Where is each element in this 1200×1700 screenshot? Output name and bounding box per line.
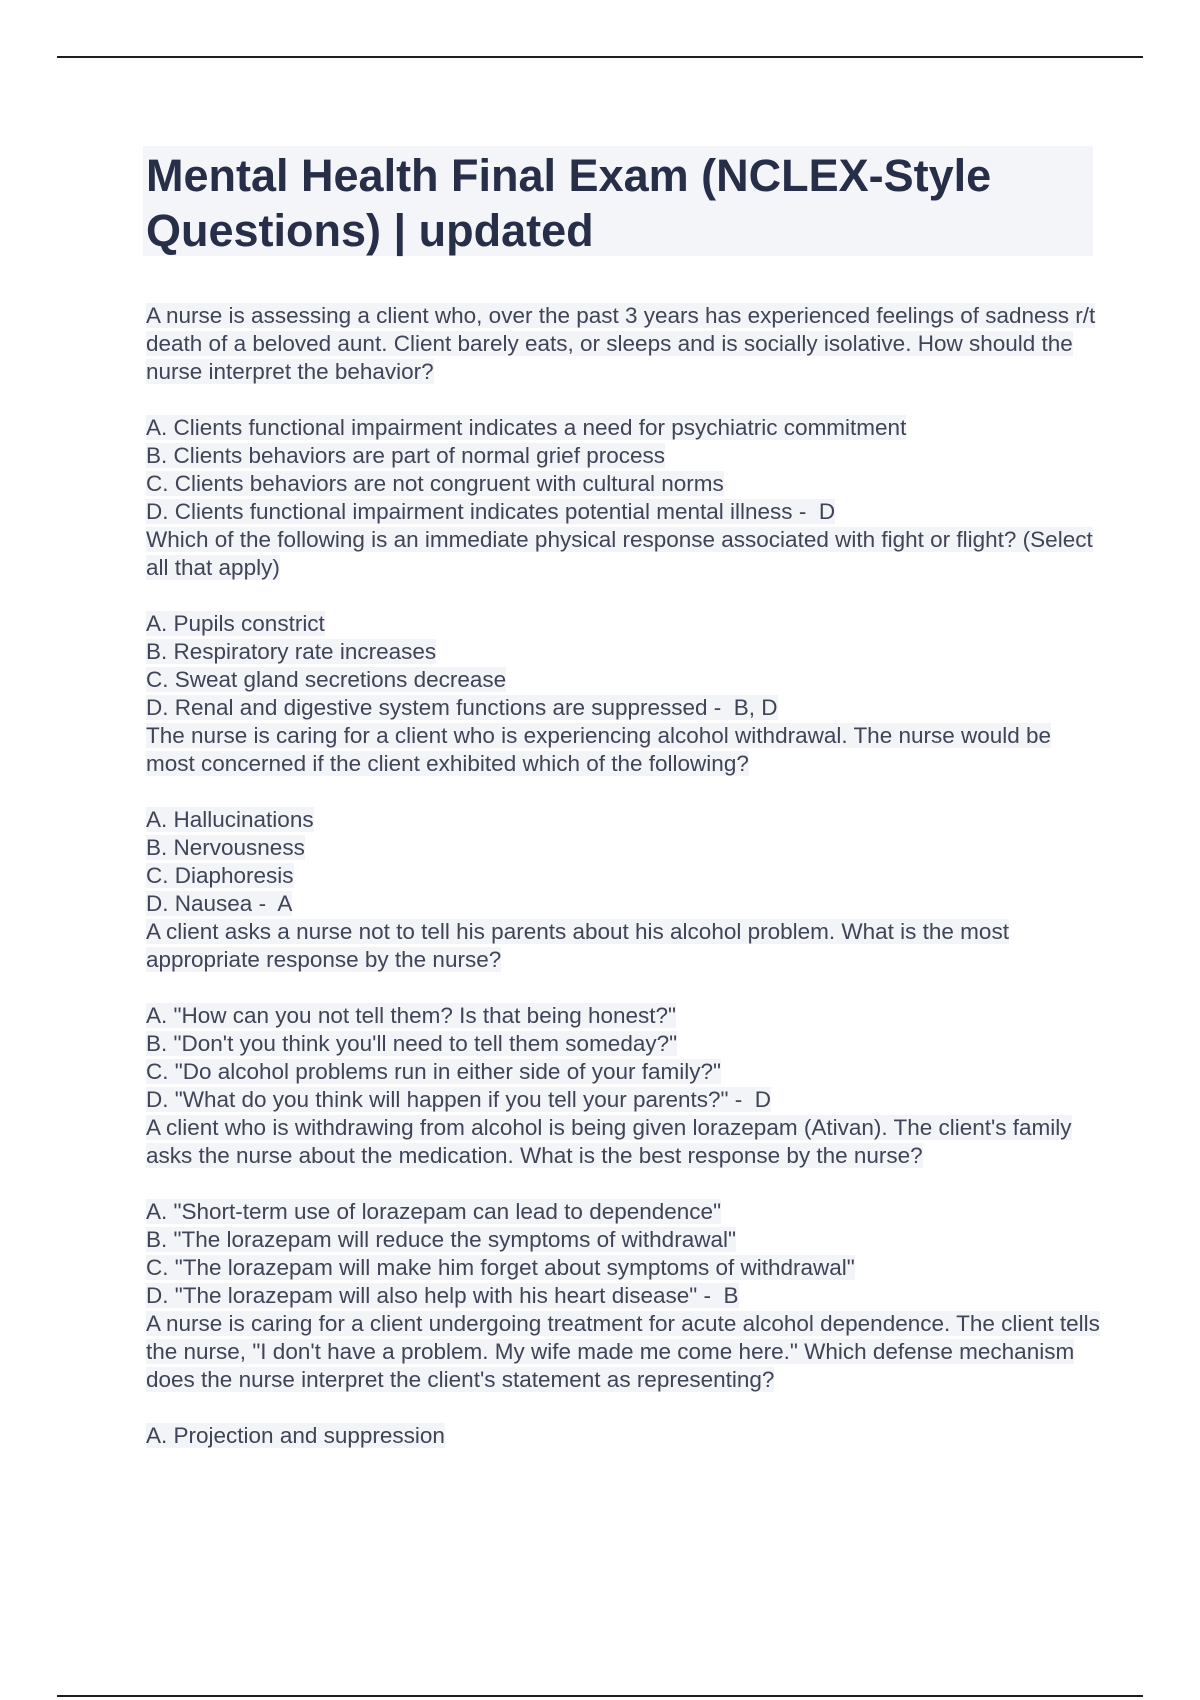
answer-separator: - xyxy=(707,695,734,720)
question-text-content: The nurse is caring for a client who is experiencing alcohol withdrawal. The nurse would be most concerned if the client exhibited which of the following? xyxy=(146,723,1052,776)
question-text-content: A nurse is caring for a client undergoing treatment for acute alcohol dependence. The client tells the nurse, "I don't have a problem. My wife made me come here." Which defense mechanism does the nurse interpret the client's statement as representing? xyxy=(146,1311,1100,1392)
option-item xyxy=(146,862,1101,890)
option-text: A. Clients functional impairment indicates a need for psychiatric commitment xyxy=(146,415,907,440)
question-text xyxy=(146,918,1101,974)
question-block xyxy=(146,918,1101,1114)
options-list xyxy=(146,1422,1101,1450)
option-text: A. Pupils constrict xyxy=(146,611,325,636)
option-item xyxy=(146,666,1101,694)
question-block xyxy=(146,526,1101,722)
question-text xyxy=(146,722,1101,778)
option-item xyxy=(146,890,1101,918)
answer-separator: - xyxy=(252,891,278,916)
option-item xyxy=(146,638,1101,666)
question-text-content: Which of the following is an immediate physical response associated with fight or flight? (Select all that apply) xyxy=(146,527,1093,580)
option-item xyxy=(146,1030,1101,1058)
option-item xyxy=(146,1282,1101,1310)
question-text-content: A client asks a nurse not to tell his parents about his alcohol problem. What is the most appropriate response by the nurse? xyxy=(146,919,1009,972)
option-item xyxy=(146,1226,1101,1254)
question-text xyxy=(146,526,1101,582)
option-item xyxy=(146,1254,1101,1282)
option-text: C. Clients behaviors are not congruent with cultural norms xyxy=(146,471,724,496)
question-list xyxy=(146,302,1101,1450)
option-text: B. Nervousness xyxy=(146,835,305,860)
option-item xyxy=(146,806,1101,834)
question-block xyxy=(146,1310,1101,1450)
option-text: A. Projection and suppression xyxy=(146,1423,445,1448)
option-text: A. "Short-term use of lorazepam can lead to dependence" xyxy=(146,1199,722,1224)
question-text xyxy=(146,1310,1101,1394)
option-item xyxy=(146,1198,1101,1226)
option-item xyxy=(146,694,1101,722)
question-text-content: A client who is withdrawing from alcohol is being given lorazepam (Ativan). The client's family asks the nurse about the medication. What is the best response by the nurse? xyxy=(146,1115,1072,1168)
option-text: C. Sweat gland secretions decrease xyxy=(146,667,507,692)
question-text xyxy=(146,302,1101,386)
question-block xyxy=(146,302,1101,526)
option-text: D. "The lorazepam will also help with his heart disease" xyxy=(146,1283,698,1308)
option-item xyxy=(146,1086,1101,1114)
answer-key: D xyxy=(818,499,836,524)
option-item xyxy=(146,442,1101,470)
answer-key: B xyxy=(723,1283,739,1308)
answer-separator: - xyxy=(792,499,819,524)
question-block xyxy=(146,722,1101,918)
top-rule xyxy=(57,56,1143,58)
bottom-rule xyxy=(57,1695,1143,1697)
answer-separator: - xyxy=(697,1283,724,1308)
option-item xyxy=(146,470,1101,498)
question-block xyxy=(146,1114,1101,1310)
option-item xyxy=(146,1058,1101,1086)
options-list xyxy=(146,1198,1101,1310)
option-item xyxy=(146,414,1101,442)
question-text xyxy=(146,1114,1101,1170)
option-text: C. Diaphoresis xyxy=(146,863,294,888)
option-text: B. Clients behaviors are part of normal grief process xyxy=(146,443,665,468)
option-item xyxy=(146,498,1101,526)
option-text: C. "Do alcohol problems run in either side of your family?" xyxy=(146,1059,721,1084)
option-item xyxy=(146,1422,1101,1450)
option-text: B. "The lorazepam will reduce the symptoms of withdrawal" xyxy=(146,1227,736,1252)
question-text-content: A nurse is assessing a client who, over the past 3 years has experienced feelings of sadness r/t death of a beloved aunt. Client barely eats, or sleeps and is socially isolative. How should the nurse interpret the behavior? xyxy=(146,303,1096,384)
option-text: C. "The lorazepam will make him forget about symptoms of withdrawal" xyxy=(146,1255,855,1280)
answer-key: D xyxy=(754,1087,772,1112)
option-text: D. Renal and digestive system functions are suppressed xyxy=(146,695,708,720)
options-list xyxy=(146,610,1101,722)
option-text: A. Hallucinations xyxy=(146,807,314,832)
answer-key: A xyxy=(277,891,293,916)
option-item xyxy=(146,834,1101,862)
option-text: D. Clients functional impairment indicates potential mental illness xyxy=(146,499,793,524)
options-list xyxy=(146,1002,1101,1114)
options-list xyxy=(146,806,1101,918)
answer-key: B, D xyxy=(733,695,778,720)
option-text: A. "How can you not tell them? Is that being honest?" xyxy=(146,1003,677,1028)
document-title: Mental Health Final Exam (NCLEX-Style Questions) | updated xyxy=(146,150,992,256)
option-text: B. Respiratory rate increases xyxy=(146,639,437,664)
option-item xyxy=(146,610,1101,638)
options-list xyxy=(146,414,1101,526)
answer-separator: - xyxy=(728,1087,755,1112)
option-item xyxy=(146,1002,1101,1030)
option-text: D. Nausea xyxy=(146,891,253,916)
option-text: D. "What do you think will happen if you tell your parents?" xyxy=(146,1087,729,1112)
option-text: B. "Don't you think you'll need to tell them someday?" xyxy=(146,1031,678,1056)
